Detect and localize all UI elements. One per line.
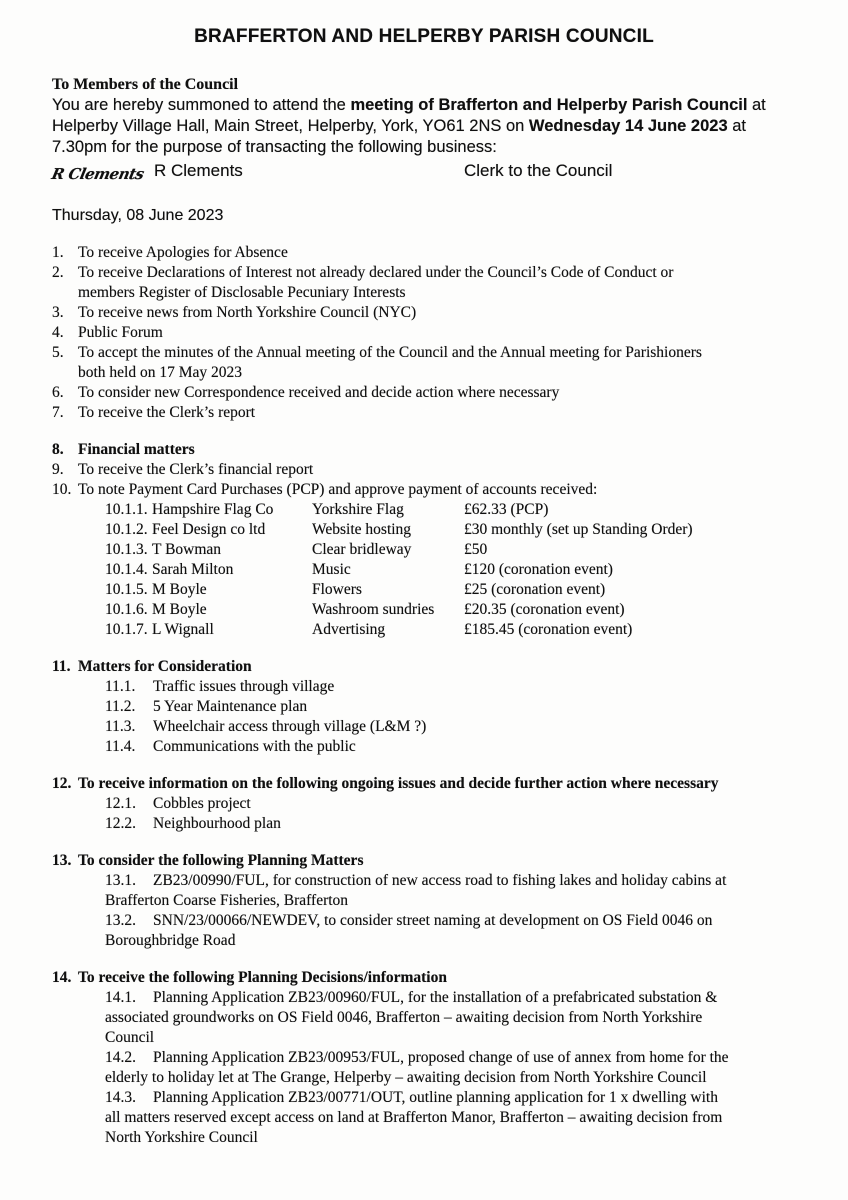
page-title: BRAFFERTON AND HELPERBY PARISH COUNCIL — [194, 26, 654, 47]
agenda-item — [52, 323, 810, 343]
agenda-item — [52, 657, 810, 677]
sub-item-text: Planning Application ZB23/00960/FUL, for the installation of a prefabricated substation & associated groundworks on OS Field 0046, Brafferton – awaiting decision from North Yorkshire Council — [105, 989, 718, 1046]
agenda-item-number: 2. — [52, 264, 64, 281]
payment-payee: Hampshire Flag Co — [152, 501, 274, 518]
summons-bold-text: Wednesday 14 June 2023 — [528, 117, 728, 135]
signature-script: R Clements — [50, 165, 146, 183]
payment-amount: £25 (coronation event) — [464, 581, 606, 598]
sub-item-text: Traffic issues through village — [153, 678, 335, 695]
payment-amount: £185.45 (coronation event) — [464, 621, 633, 638]
agenda-item-text: To consider new Correspondence received and decide action where necessary — [78, 384, 560, 401]
payment-amount: £50 — [464, 541, 488, 558]
agenda-sub-item — [105, 794, 810, 814]
agenda-item-number: 5. — [52, 344, 64, 361]
payment-row — [105, 520, 810, 540]
payment-row — [105, 540, 810, 560]
sub-item-number: 14.3. — [105, 1089, 136, 1106]
agenda-item-number: 3. — [52, 304, 64, 321]
summons-bold-text: meeting of Brafferton and Helperby Parish Council — [350, 96, 748, 114]
sub-item-number: 11.4. — [105, 738, 136, 755]
agenda-item — [52, 440, 810, 460]
payment-payee: Feel Design co ltd — [152, 521, 266, 538]
agenda-item-number: 8. — [52, 441, 64, 458]
sub-item-number: 13.2. — [105, 912, 136, 929]
sub-item-number: 11.3. — [105, 718, 136, 735]
payment-row — [105, 620, 810, 640]
signature-row — [52, 160, 810, 186]
agenda-item — [52, 774, 810, 794]
payment-number: 10.1.1. — [105, 501, 148, 518]
agenda-sub-item — [105, 814, 810, 834]
agenda-item-text: Matters for Consideration — [78, 658, 252, 675]
agenda-sub-item — [105, 737, 810, 757]
sub-item-number: 12.2. — [105, 815, 136, 832]
summons-line — [52, 95, 810, 116]
agenda-item-text: To note Payment Card Purchases (PCP) and approve payment of accounts received: — [78, 481, 598, 498]
sub-item-text: 5 Year Maintenance plan — [153, 698, 308, 715]
agenda-item — [52, 263, 810, 303]
sub-item-number: 14.1. — [105, 989, 136, 1006]
payment-row — [105, 560, 810, 580]
agenda-item-text: To receive Apologies for Absence — [78, 244, 288, 261]
agenda-item — [52, 243, 810, 263]
agenda-item-text: Public Forum — [78, 324, 163, 341]
agenda-item-text: To receive the Clerk’s report — [78, 404, 256, 421]
agenda-item-number: 6. — [52, 384, 64, 401]
payment-description: Yorkshire Flag — [312, 501, 404, 518]
summons-text: Helperby Village Hall, Main Street, Helperby, York, YO61 2NS on — [52, 117, 529, 135]
payment-description: Music — [312, 561, 351, 578]
payment-description: Website hosting — [312, 521, 412, 538]
agenda-item-number: 11. — [52, 658, 71, 675]
agenda-item-text: Financial matters — [78, 441, 195, 458]
date-line: Thursday, 08 June 2023 — [52, 207, 224, 224]
payment-description: Flowers — [312, 581, 362, 598]
agenda-item-text: To receive information on the following ongoing issues and decide further action where necessary — [78, 775, 719, 792]
payment-number: 10.1.6. — [105, 601, 148, 618]
payment-amount: £62.33 (PCP) — [464, 501, 549, 518]
sub-item-number: 12.1. — [105, 795, 136, 812]
summons-line — [52, 116, 810, 137]
payment-row — [105, 500, 810, 520]
agenda-sub-item — [105, 697, 810, 717]
payment-number: 10.1.3. — [105, 541, 148, 558]
payment-payee: M Boyle — [152, 581, 207, 598]
sub-item-text: SNN/23/00066/NEWDEV, to consider street naming at development on OS Field 0046 on Boroughbridge Road — [105, 912, 713, 949]
salutation: To Members of the Council — [52, 76, 239, 93]
sub-item-text: Communications with the public — [153, 738, 356, 755]
agenda-item — [52, 851, 810, 871]
payment-payee: T Bowman — [152, 541, 222, 558]
agenda-item-number: 4. — [52, 324, 64, 341]
agenda-item-text: To receive Declarations of Interest not already declared under the Council’s Code of Conduct or members Register of Disclosable Pecuniary Interests — [78, 264, 674, 301]
summons-text: at — [747, 96, 766, 114]
payment-number: 10.1.4. — [105, 561, 148, 578]
agenda-item — [52, 480, 810, 500]
payment-number: 10.1.2. — [105, 521, 148, 538]
agenda-item-number: 14. — [52, 969, 72, 986]
payment-number: 10.1.7. — [105, 621, 148, 638]
summons-text: You are hereby summoned to attend the — [52, 96, 351, 114]
payment-amount: £20.35 (coronation event) — [464, 601, 625, 618]
agenda-item-text: To receive news from North Yorkshire Council (NYC) — [78, 304, 417, 321]
payment-description: Advertising — [312, 621, 386, 638]
agenda-sub-item — [105, 1088, 810, 1148]
agenda-item — [52, 968, 810, 988]
sub-item-text: Planning Application ZB23/00953/FUL, proposed change of use of annex from home for the elderly to holiday let at The Grange, Helperby – awaiting decision from North Yorkshire Council — [105, 1049, 729, 1086]
agenda-item — [52, 403, 810, 423]
payment-amount: £30 monthly (set up Standing Order) — [464, 521, 693, 538]
sub-item-text: Wheelchair access through village (L&M ?) — [153, 718, 427, 735]
agenda-sub-item — [105, 1048, 810, 1088]
sub-item-number: 13.1. — [105, 872, 136, 889]
agenda-item-number: 13. — [52, 852, 72, 869]
sub-item-text: Cobbles project — [153, 795, 251, 812]
agenda-item — [52, 460, 810, 480]
sub-item-text: Planning Application ZB23/00771/OUT, outline planning application for 1 x dwelling with all matters reserved except access on land at Brafferton Manor, Brafferton – awaiting decision from North Yorkshire Council — [105, 1089, 723, 1146]
signature-name: R Clements — [154, 161, 243, 180]
agenda-item-number: 7. — [52, 404, 64, 421]
summons-text: 7.30pm for the purpose of transacting the following business: — [52, 138, 497, 156]
sub-item-text: Neighbourhood plan — [153, 815, 281, 832]
payment-number: 10.1.5. — [105, 581, 148, 598]
payment-row — [105, 600, 810, 620]
summons-paragraph — [52, 95, 810, 158]
agenda-item-text: To receive the following Planning Decisions/information — [78, 969, 447, 986]
agenda-item-number: 9. — [52, 461, 64, 478]
agenda-list — [52, 243, 810, 1148]
agenda-sub-item — [105, 717, 810, 737]
agenda-item — [52, 343, 810, 383]
sub-item-number: 11.2. — [105, 698, 136, 715]
summons-text: at — [727, 117, 746, 135]
payment-row — [105, 580, 810, 600]
agenda-sub-item — [105, 871, 810, 911]
agenda-item-text: To receive the Clerk’s financial report — [78, 461, 314, 478]
agenda-sub-item — [105, 677, 810, 697]
agenda-sub-item — [105, 911, 810, 951]
agenda-item-number: 12. — [52, 775, 72, 792]
payment-payee: L Wignall — [152, 621, 214, 638]
sub-item-number: 11.1. — [105, 678, 136, 695]
payment-amount: £120 (coronation event) — [464, 561, 613, 578]
payment-description: Washroom sundries — [312, 601, 435, 618]
sub-item-number: 14.2. — [105, 1049, 136, 1066]
payment-payee: Sarah Milton — [152, 561, 234, 578]
agenda-item-text: To accept the minutes of the Annual meeting of the Council and the Annual meeting for Parishioners both held on 17 May 2023 — [78, 344, 702, 381]
agenda-item-number: 10. — [52, 481, 72, 498]
agenda-item-number: 1. — [52, 244, 64, 261]
sub-item-text: ZB23/00990/FUL, for construction of new access road to fishing lakes and holiday cabins at Brafferton Coarse Fisheries, Brafferton — [105, 872, 727, 909]
agenda-sub-item — [105, 988, 810, 1048]
agenda-item — [52, 303, 810, 323]
agenda-item — [52, 383, 810, 403]
payment-description: Clear bridleway — [312, 541, 412, 558]
payment-payee: M Boyle — [152, 601, 207, 618]
summons-line — [52, 137, 810, 158]
agenda-item-text: To consider the following Planning Matters — [78, 852, 364, 869]
signature-role: Clerk to the Council — [464, 161, 613, 180]
